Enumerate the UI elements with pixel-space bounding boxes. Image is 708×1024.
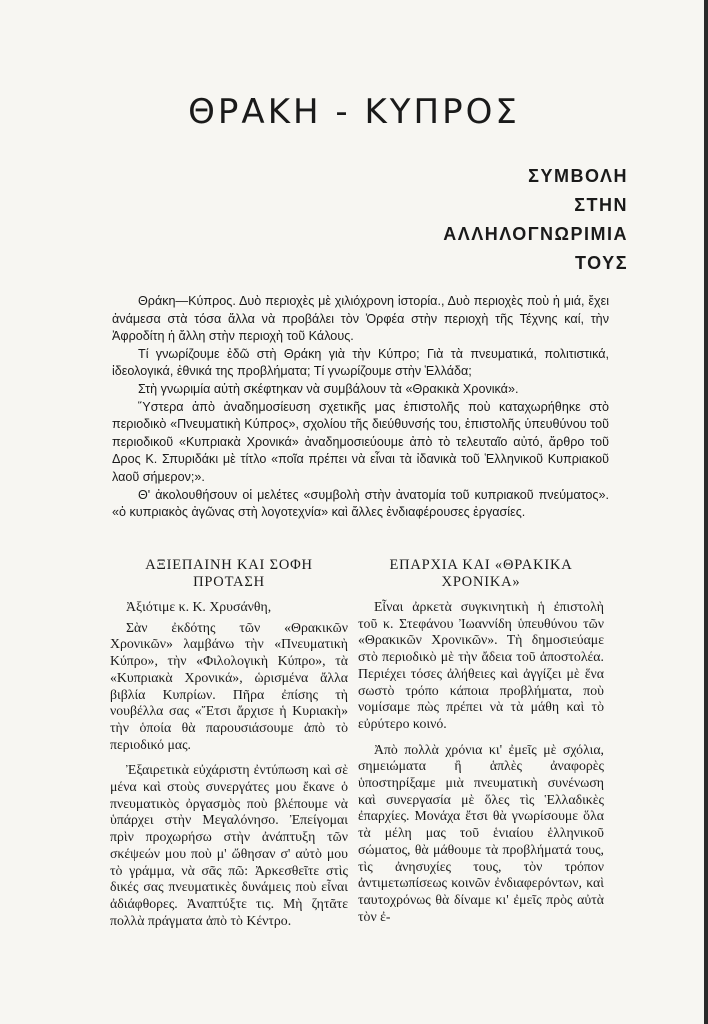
letter-salutation: Ἀξιότιμε κ. Κ. Χρυσάνθη, <box>126 599 272 614</box>
column-paragraph: Εἶναι ἀρκετὰ συγκινητικὴ ἡ ἐπιστολὴ τοῦ κ. Στεφάνου Ἰωαννίδη ὑπευθύνου τῶν «Θρακικῶν Χρονικῶν». Τὴ δημοσιεύαμε στὸ περιοδικὸ μὲ τὴν ἄδεια τοῦ ἀποστολέα. Περιέχει τόσες ἀλήθειες καὶ ἀγγίζει μὲ ἕνα σωστὸ τρόπο κάποια προβλήματα, ποὺ νομίσαμε πὼς πρέπει νὰ τὰ μάθη καὶ τὸ εὐρύτερο κοινό. <box>358 599 604 731</box>
column-paragraph: Ἐξαιρετικὰ εὐχάριστη ἐντύπωση καὶ σὲ μένα καὶ στοὺς συνεργάτες μου ἔκανε ὁ πνευματικὸς ὀργασμὸς ποὺ βλέπουμε νὰ ὑπάρχει στὴν Μεγαλόνησο. Ἐπείγομαι πρὶν προχωρήσω στὴν ἀνάπτυξη τῶν σκέψεών μου ποὺ μ' ὤθησαν σ' αὐτὸ μου τὸ γράμμα, νὰ σᾶς πῶ: Ἀρκεσθεῖτε στὶς δικές σας πνευματικὲς δυνάμεις ποὺ εἶναι ἀδιάφθορες. Ἀναπτύξτε τις. Μὴ ζητᾶτε πολλὰ πράγματα ἀπὸ τὸ Κέντρο. <box>110 762 348 928</box>
intro-paragraph: Στὴ γνωριμία αὐτὴ σκέφτηκαν νὰ συμβάλουν τὰ «Θρακικὰ Χρονικά». <box>138 381 519 396</box>
intro-paragraph: Τί γνωρίζουμε ἐδῶ στὴ Θράκη γιὰ τὴν Κύπρο; Γιὰ τὰ πνευματικά, πολιτιστικά, ἰδεολογικά, ἐθνικά της προβλήματα; Τί γνωρίζουμε στὴν Ἑλλάδα; <box>112 346 609 379</box>
column-paragraph: Σὰν ἐκδότης τῶν «Θρακικῶν Χρονικῶν» λαμβάνω τὴν «Πνευματικὴ Κύπρο», τὴν «Φιλολογικὴ Κύπρο», τὰ «Κυπριακὰ Χρονικά», ὡρισμένα ἄλλα βιβλία Κυπρίων. Πῆρα ἐπίσης τὴ νουβέλλα σας «Ἔτσι ἄρχισε ἡ Κυριακὴ» τὴν ὁποία θὰ παρουσιάσουμε ἀπὸ τὸ περιοδικό μας. <box>110 619 348 752</box>
left-column <box>110 557 348 938</box>
left-column-heading: ΑΞΙΕΠΑΙΝΗ ΚΑΙ ΣΟΦΗ ΠΡΟΤΑΣΗ <box>145 557 313 590</box>
intro-paragraph: Ὕστερα ἀπὸ ἀναδημοσίευση σχετικῆς μας ἐπιστολῆς ποὺ καταχωρήθηκε στὸ περιοδικὸ «Πνευματικὴ Κύπρος», σχολίου τῆς διεύθυνσής του, ἐπιστολῆς ὑπευθύνου τοῦ περιοδικοῦ «Κυπριακὰ Χρονικά» ἀναδημοσιεύουμε ἀπὸ τὸ τελευταῖο αὐτό, ἄρθρο τοῦ Δρος Κ. Σπυριδάκι μὲ τίτλο «ποῖα πρέπει νὰ εἶναι τὰ ἰδανικὰ τοῦ Ἑλληνικοῦ Κυπριακοῦ λαοῦ σήμερον;». <box>112 399 609 484</box>
intro-paragraph: Θράκη—Κύπρος. Δυὸ περιοχὲς μὲ χιλιόχρονη ἱστορία., Δυὸ περιοχὲς ποὺ ἡ μιά, ἔχει ἀνάμεσα στὰ τόσα ἄλλα νὰ προβάλει τὸν Ὀρφέα στὴν περιοχὴ τῆς Τέχνης καί, τὴν Ἀφροδίτη ἡ ἄλλη στὴν περιοχὴ τοῦ Κάλους. <box>112 294 609 344</box>
right-column-heading: ΕΠΑΡΧΙΑ ΚΑΙ «ΘΡΑΚΙΚΑ ΧΡΟΝΙΚΑ» <box>389 557 573 590</box>
subtitle-line: ΤΟΥΣ <box>575 253 628 273</box>
right-column <box>358 557 604 934</box>
column-paragraph: Ἀπὸ πολλὰ χρόνια κι' ἐμεῖς μὲ σχόλια, σημειώματα ἢ ἁπλὲς ἀναφορὲς ὑποστηρίξαμε μιὰ πνευματικὴ συνένωση καὶ συνεργασία μὲ ὅλες τὶς Ἑλλαδικὲς ἐπαρχίες. Μονάχα ἔτσι θὰ γνωρίσουμε ὅλα τὰ μέλη μας τοῦ ἑνιαίου ἑλληνικοῦ σώματος, θὰ μάθουμε τὰ προβλήματά τους, τὶς ἀνησυχίες τους, τὸν τρόπον ἀντιμετωπίσεως κοινῶν ἐνδιαφερόντων, καὶ ταυτοχρόνως θὰ δίναμε κι' ἐμεῖς πρὸς αὐτὰ τὸν ἐ- <box>358 741 604 924</box>
intro-paragraph: Θ' ἀκολουθήσουν οἱ μελέτες «συμβολὴ στὴν ἀνατομία τοῦ κυπριακοῦ πνεύματος». «ὁ κυπριακὸς ἀγῶνας στὴ λογοτεχνία» καὶ ἄλλες ἐνδιαφέρουσες ἐργασίες. <box>112 487 609 520</box>
left-column-body <box>110 599 348 929</box>
intro-section <box>112 293 609 522</box>
page-edge-shadow <box>704 0 708 1024</box>
subtitle-line: ΑΛΛΗΛΟΓΝΩΡΙΜΙΑ <box>443 224 628 244</box>
page-title: ΘΡΑΚΗ - ΚΥΠΡΟΣ <box>188 92 520 132</box>
subtitle-block <box>443 162 628 278</box>
subtitle-line: ΣΤΗΝ <box>574 195 628 215</box>
subtitle-line: ΣΥΜΒΟΛΗ <box>528 166 628 186</box>
right-column-body <box>358 599 604 925</box>
